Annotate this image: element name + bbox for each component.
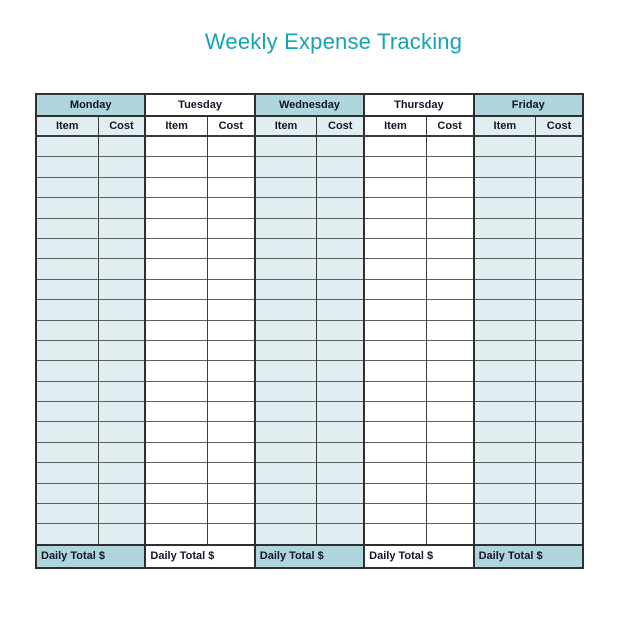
item-cell-wednesday	[255, 177, 317, 197]
item-cell-friday	[474, 361, 536, 381]
cost-cell-thursday	[426, 279, 473, 299]
cost-cell-friday	[536, 504, 583, 524]
cost-cell-thursday	[426, 300, 473, 320]
cost-cell-friday	[536, 483, 583, 503]
cost-cell-monday	[98, 463, 145, 483]
cost-cell-thursday	[426, 198, 473, 218]
item-cell-monday	[36, 238, 98, 258]
item-cell-monday	[36, 279, 98, 299]
item-cell-wednesday	[255, 259, 317, 279]
cost-cell-monday	[98, 300, 145, 320]
expense-row	[36, 402, 583, 422]
cost-cell-thursday	[426, 504, 473, 524]
item-cell-thursday	[364, 198, 426, 218]
item-cell-monday	[36, 259, 98, 279]
table-head	[36, 94, 583, 136]
cost-cell-monday	[98, 279, 145, 299]
cost-cell-wednesday	[317, 279, 364, 299]
day-header-wednesday: Wednesday	[255, 94, 364, 116]
column-header-item-wednesday: Item	[255, 116, 317, 136]
item-cell-thursday	[364, 259, 426, 279]
expense-row	[36, 279, 583, 299]
item-cell-monday	[36, 463, 98, 483]
item-cell-tuesday	[145, 340, 207, 360]
item-cell-friday	[474, 218, 536, 238]
item-cell-monday	[36, 198, 98, 218]
item-cell-tuesday	[145, 381, 207, 401]
cost-cell-monday	[98, 238, 145, 258]
cost-cell-tuesday	[207, 157, 254, 177]
cost-cell-wednesday	[317, 300, 364, 320]
item-cell-tuesday	[145, 483, 207, 503]
item-cell-wednesday	[255, 381, 317, 401]
cost-cell-friday	[536, 381, 583, 401]
expense-row	[36, 483, 583, 503]
cost-cell-friday	[536, 198, 583, 218]
expense-row	[36, 442, 583, 462]
item-cell-wednesday	[255, 218, 317, 238]
column-header-item-tuesday: Item	[145, 116, 207, 136]
item-cell-friday	[474, 422, 536, 442]
item-cell-monday	[36, 442, 98, 462]
daily-total-cell-monday: Daily Total $	[36, 545, 145, 568]
cost-cell-friday	[536, 136, 583, 157]
column-header-item-thursday: Item	[364, 116, 426, 136]
cost-cell-tuesday	[207, 340, 254, 360]
cost-cell-thursday	[426, 320, 473, 340]
item-cell-friday	[474, 157, 536, 177]
item-cell-tuesday	[145, 238, 207, 258]
day-header-friday: Friday	[474, 94, 583, 116]
cost-cell-monday	[98, 157, 145, 177]
cost-cell-thursday	[426, 218, 473, 238]
cost-cell-friday	[536, 320, 583, 340]
item-cell-wednesday	[255, 279, 317, 299]
item-cell-friday	[474, 300, 536, 320]
expense-row	[36, 300, 583, 320]
column-header-item-monday: Item	[36, 116, 98, 136]
cost-cell-tuesday	[207, 136, 254, 157]
item-cell-wednesday	[255, 136, 317, 157]
item-cell-thursday	[364, 483, 426, 503]
item-cell-thursday	[364, 320, 426, 340]
column-header-cost-monday: Cost	[98, 116, 145, 136]
item-cell-friday	[474, 483, 536, 503]
item-cell-tuesday	[145, 259, 207, 279]
cost-cell-monday	[98, 422, 145, 442]
cost-cell-thursday	[426, 136, 473, 157]
expense-row	[36, 340, 583, 360]
weekly-expense-table	[35, 93, 584, 569]
item-cell-tuesday	[145, 422, 207, 442]
cost-cell-thursday	[426, 381, 473, 401]
cost-cell-tuesday	[207, 198, 254, 218]
cost-cell-friday	[536, 279, 583, 299]
item-cell-tuesday	[145, 279, 207, 299]
cost-cell-friday	[536, 402, 583, 422]
cost-cell-tuesday	[207, 259, 254, 279]
cost-cell-thursday	[426, 259, 473, 279]
item-cell-wednesday	[255, 300, 317, 320]
cost-cell-wednesday	[317, 504, 364, 524]
cost-cell-tuesday	[207, 300, 254, 320]
item-cell-thursday	[364, 136, 426, 157]
day-header-row	[36, 94, 583, 116]
column-header-row	[36, 116, 583, 136]
cost-cell-wednesday	[317, 361, 364, 381]
item-cell-wednesday	[255, 504, 317, 524]
item-cell-monday	[36, 157, 98, 177]
item-cell-wednesday	[255, 340, 317, 360]
column-header-cost-tuesday: Cost	[207, 116, 254, 136]
cost-cell-monday	[98, 218, 145, 238]
cost-cell-wednesday	[317, 177, 364, 197]
cost-cell-friday	[536, 422, 583, 442]
cost-cell-tuesday	[207, 422, 254, 442]
column-header-cost-wednesday: Cost	[317, 116, 364, 136]
item-cell-tuesday	[145, 300, 207, 320]
item-cell-friday	[474, 442, 536, 462]
cost-cell-wednesday	[317, 259, 364, 279]
cost-cell-friday	[536, 300, 583, 320]
cost-cell-tuesday	[207, 381, 254, 401]
cost-cell-thursday	[426, 524, 473, 545]
cost-cell-thursday	[426, 402, 473, 422]
item-cell-wednesday	[255, 442, 317, 462]
item-cell-friday	[474, 381, 536, 401]
cost-cell-friday	[536, 157, 583, 177]
item-cell-friday	[474, 238, 536, 258]
cost-cell-thursday	[426, 177, 473, 197]
cost-cell-friday	[536, 463, 583, 483]
expense-row	[36, 157, 583, 177]
expense-row	[36, 361, 583, 381]
cost-cell-monday	[98, 320, 145, 340]
item-cell-thursday	[364, 442, 426, 462]
item-cell-thursday	[364, 524, 426, 545]
cost-cell-thursday	[426, 442, 473, 462]
item-cell-tuesday	[145, 157, 207, 177]
cost-cell-wednesday	[317, 422, 364, 442]
cost-cell-tuesday	[207, 218, 254, 238]
item-cell-monday	[36, 218, 98, 238]
cost-cell-wednesday	[317, 238, 364, 258]
daily-total-row	[36, 545, 583, 568]
cost-cell-monday	[98, 136, 145, 157]
cost-cell-friday	[536, 524, 583, 545]
expense-row	[36, 177, 583, 197]
item-cell-tuesday	[145, 504, 207, 524]
item-cell-tuesday	[145, 524, 207, 545]
item-cell-thursday	[364, 463, 426, 483]
daily-total-cell-tuesday: Daily Total $	[145, 545, 254, 568]
cost-cell-friday	[536, 361, 583, 381]
item-cell-thursday	[364, 218, 426, 238]
item-cell-tuesday	[145, 442, 207, 462]
daily-total-cell-thursday: Daily Total $	[364, 545, 473, 568]
item-cell-tuesday	[145, 361, 207, 381]
expense-row	[36, 422, 583, 442]
item-cell-wednesday	[255, 483, 317, 503]
item-cell-wednesday	[255, 320, 317, 340]
item-cell-thursday	[364, 279, 426, 299]
cost-cell-friday	[536, 238, 583, 258]
cost-cell-wednesday	[317, 463, 364, 483]
item-cell-thursday	[364, 177, 426, 197]
cost-cell-wednesday	[317, 442, 364, 462]
column-header-item-friday: Item	[474, 116, 536, 136]
item-cell-tuesday	[145, 136, 207, 157]
cost-cell-tuesday	[207, 238, 254, 258]
cost-cell-monday	[98, 340, 145, 360]
cost-cell-thursday	[426, 463, 473, 483]
cost-cell-wednesday	[317, 320, 364, 340]
cost-cell-tuesday	[207, 463, 254, 483]
item-cell-tuesday	[145, 463, 207, 483]
expense-row	[36, 136, 583, 157]
item-cell-monday	[36, 340, 98, 360]
expense-row	[36, 320, 583, 340]
table-body	[36, 136, 583, 568]
item-cell-monday	[36, 402, 98, 422]
expense-row	[36, 238, 583, 258]
cost-cell-tuesday	[207, 177, 254, 197]
cost-cell-friday	[536, 442, 583, 462]
item-cell-monday	[36, 524, 98, 545]
cost-cell-wednesday	[317, 402, 364, 422]
cost-cell-monday	[98, 361, 145, 381]
item-cell-thursday	[364, 157, 426, 177]
cost-cell-thursday	[426, 157, 473, 177]
item-cell-friday	[474, 524, 536, 545]
cost-cell-wednesday	[317, 218, 364, 238]
cost-cell-wednesday	[317, 340, 364, 360]
cost-cell-monday	[98, 198, 145, 218]
cost-cell-monday	[98, 381, 145, 401]
item-cell-wednesday	[255, 361, 317, 381]
expense-row	[36, 381, 583, 401]
cost-cell-monday	[98, 177, 145, 197]
cost-cell-monday	[98, 504, 145, 524]
cost-cell-tuesday	[207, 320, 254, 340]
cost-cell-thursday	[426, 483, 473, 503]
cost-cell-tuesday	[207, 402, 254, 422]
item-cell-monday	[36, 136, 98, 157]
item-cell-friday	[474, 279, 536, 299]
item-cell-wednesday	[255, 402, 317, 422]
item-cell-thursday	[364, 402, 426, 422]
cost-cell-friday	[536, 177, 583, 197]
item-cell-friday	[474, 177, 536, 197]
item-cell-thursday	[364, 340, 426, 360]
cost-cell-monday	[98, 442, 145, 462]
cost-cell-monday	[98, 402, 145, 422]
item-cell-friday	[474, 504, 536, 524]
item-cell-tuesday	[145, 402, 207, 422]
page-title: Weekly Expense Tracking	[204, 29, 463, 54]
cost-cell-wednesday	[317, 524, 364, 545]
day-header-monday: Monday	[36, 94, 145, 116]
cost-cell-monday	[98, 524, 145, 545]
item-cell-wednesday	[255, 238, 317, 258]
item-cell-monday	[36, 320, 98, 340]
item-cell-wednesday	[255, 422, 317, 442]
column-header-cost-friday: Cost	[536, 116, 583, 136]
cost-cell-wednesday	[317, 198, 364, 218]
item-cell-thursday	[364, 238, 426, 258]
cost-cell-friday	[536, 340, 583, 360]
cost-cell-tuesday	[207, 483, 254, 503]
expense-row	[36, 198, 583, 218]
cost-cell-monday	[98, 259, 145, 279]
item-cell-monday	[36, 381, 98, 401]
daily-total-cell-friday: Daily Total $	[474, 545, 583, 568]
cost-cell-friday	[536, 218, 583, 238]
item-cell-thursday	[364, 504, 426, 524]
item-cell-thursday	[364, 361, 426, 381]
cost-cell-monday	[98, 483, 145, 503]
item-cell-wednesday	[255, 524, 317, 545]
cost-cell-tuesday	[207, 361, 254, 381]
item-cell-thursday	[364, 422, 426, 442]
item-cell-tuesday	[145, 177, 207, 197]
cost-cell-wednesday	[317, 136, 364, 157]
item-cell-friday	[474, 402, 536, 422]
cost-cell-tuesday	[207, 279, 254, 299]
cost-cell-thursday	[426, 422, 473, 442]
cost-cell-wednesday	[317, 381, 364, 401]
item-cell-wednesday	[255, 157, 317, 177]
column-header-cost-thursday: Cost	[426, 116, 473, 136]
cost-cell-tuesday	[207, 442, 254, 462]
cost-cell-wednesday	[317, 157, 364, 177]
item-cell-tuesday	[145, 218, 207, 238]
item-cell-thursday	[364, 381, 426, 401]
day-header-thursday: Thursday	[364, 94, 473, 116]
item-cell-tuesday	[145, 320, 207, 340]
day-header-tuesday: Tuesday	[145, 94, 254, 116]
item-cell-friday	[474, 320, 536, 340]
expense-row	[36, 463, 583, 483]
item-cell-wednesday	[255, 463, 317, 483]
cost-cell-thursday	[426, 361, 473, 381]
item-cell-friday	[474, 136, 536, 157]
item-cell-tuesday	[145, 198, 207, 218]
expense-row	[36, 259, 583, 279]
expense-row	[36, 504, 583, 524]
item-cell-monday	[36, 504, 98, 524]
cost-cell-tuesday	[207, 504, 254, 524]
cost-cell-tuesday	[207, 524, 254, 545]
cost-cell-wednesday	[317, 483, 364, 503]
item-cell-friday	[474, 198, 536, 218]
item-cell-monday	[36, 483, 98, 503]
item-cell-monday	[36, 300, 98, 320]
cost-cell-thursday	[426, 340, 473, 360]
item-cell-monday	[36, 422, 98, 442]
item-cell-monday	[36, 361, 98, 381]
item-cell-friday	[474, 340, 536, 360]
expense-row	[36, 524, 583, 545]
expense-row	[36, 218, 583, 238]
cost-cell-thursday	[426, 238, 473, 258]
item-cell-wednesday	[255, 198, 317, 218]
daily-total-cell-wednesday: Daily Total $	[255, 545, 364, 568]
item-cell-thursday	[364, 300, 426, 320]
item-cell-friday	[474, 463, 536, 483]
item-cell-monday	[36, 177, 98, 197]
item-cell-friday	[474, 259, 536, 279]
cost-cell-friday	[536, 259, 583, 279]
